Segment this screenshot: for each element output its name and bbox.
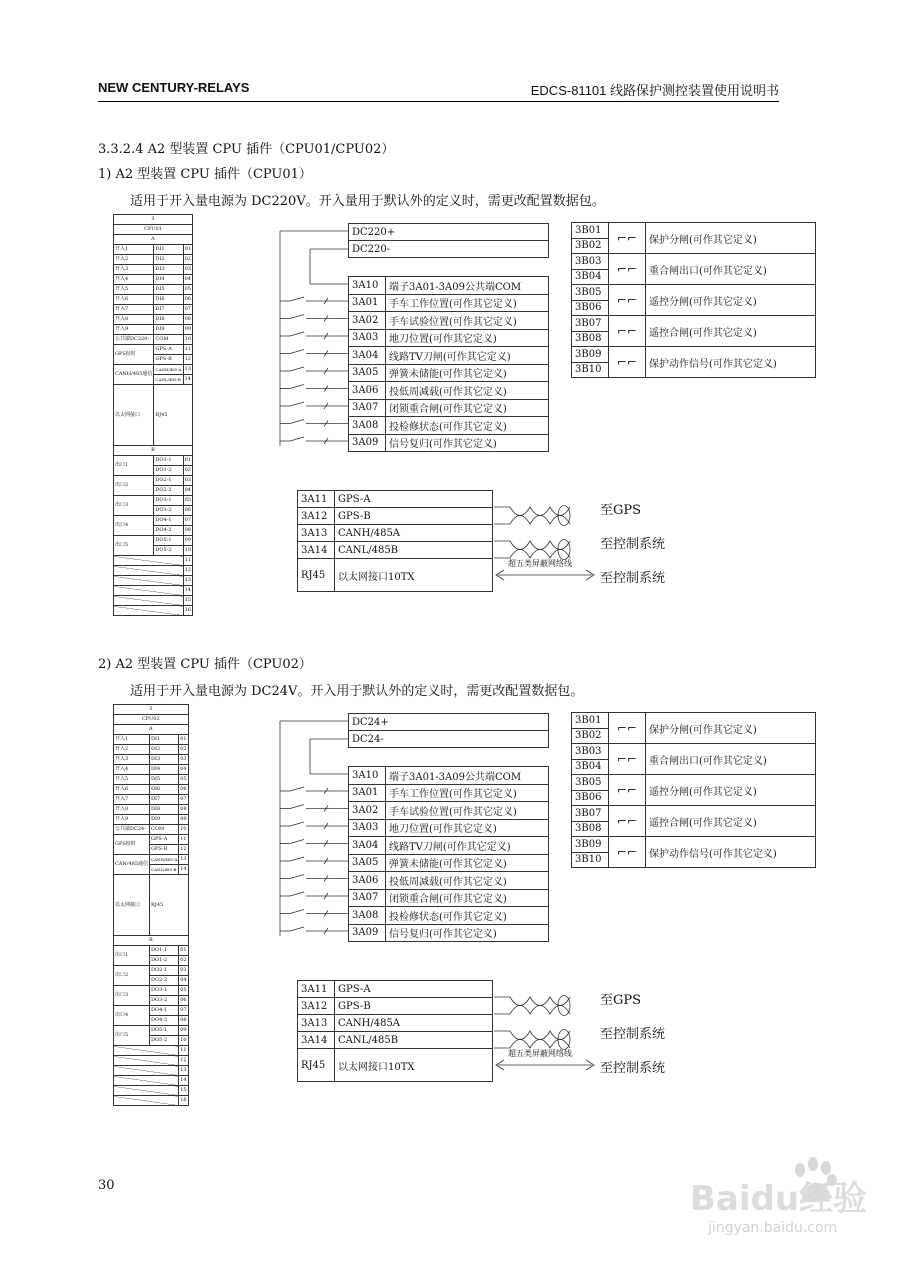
terminal-row: DO3-2 06 xyxy=(114,996,189,1006)
input-row: 3A06 投低周减载(可作其它定义) xyxy=(349,872,549,890)
plugin-name: CPU01 xyxy=(114,225,193,235)
wiring-diagram xyxy=(270,210,600,600)
terminal-row: 开入8 DI8 08 xyxy=(114,805,189,815)
terminal-row: DO5-2 10 xyxy=(114,1036,189,1046)
input-row: 3A04 线路TV刀闸(可作其它定义) xyxy=(349,837,549,855)
spare-row: 11 xyxy=(114,556,193,566)
terminal-row: DO2-2 04 xyxy=(114,976,189,986)
terminal-row: 出口5 DO5-1 09 xyxy=(114,1026,189,1036)
spare-row: 12 xyxy=(114,1056,189,1066)
terminal-row: 开入3 DI3 03 xyxy=(114,265,193,275)
terminal-row: DO5-2 10 xyxy=(114,546,193,556)
spare-row: 16 xyxy=(114,1096,189,1106)
terminal-table: 3 CPU02 A 开入1 DI1 01 开入2 DI2 02 开入3 DI3 03 开入4 DI4 04 开入5 DI5 05 开入6 DI6 06 开入7 DI7 07 开入8 DI8 08 开入9 DI9 09 公共端DC24- COM 10 GPS校时 GPS-A 11 GPS-B 12 CAN/485通信 CANH/485-A 13 CANL/485-B 14 以太网接口 RJ45 B 出口1 DO1-1 01 DO1-2 02 出口2 DO2-1 03 DO2-2 04 出口3 DO3-1 05 DO3-2 06 出口4 DO4-1 07 DO4-2 08 出口5 DO5-1 09 DO5-2 10 11 12 13 14 15 16 xyxy=(113,704,189,1106)
terminal-row: 开入9 DI9 09 xyxy=(114,815,189,825)
terminal-row: 开入4 DI4 04 xyxy=(114,275,193,285)
terminal-row: 开入8 DI8 08 xyxy=(114,315,193,325)
spare-row: 11 xyxy=(114,1046,189,1056)
spare-row: 13 xyxy=(114,1066,189,1076)
terminal-row: 开入1 DI1 01 xyxy=(114,245,193,255)
comm-row: 3A11 GPS-A xyxy=(298,491,493,508)
output-row: 3B08 xyxy=(572,821,816,837)
terminal-row: DO4-2 08 xyxy=(114,526,193,536)
terminal-row: 出口2 DO2-1 03 xyxy=(114,966,189,976)
terminal-row: 出口1 DO1-1 01 xyxy=(114,456,193,466)
slot-number: 3 xyxy=(114,705,189,715)
input-row: 3A01 手车工作位置(可作其它定义) xyxy=(349,294,549,312)
cable-label: 超五类屏蔽网络线 xyxy=(508,559,572,568)
terminal-table: 3 CPU01 A 开入1 DI1 01 开入2 DI2 02 开入3 DI3 03 开入4 DI4 04 开入5 DI5 05 开入6 DI6 06 开入7 DI7 07 开入8 DI8 08 开入9 DI9 09 公共端DC220- COM 10 GPS校时 GPS-A 11 GPS-B 12 CANH/485通信 CANH/485-A 13 CANL/485-B 14 以太网接口 RJ45 B 出口1 DO1-1 01 DO1-2 02 出口2 DO2-1 03 DO2-2 04 出口3 DO3-1 05 DO3-2 06 出口4 DO4-1 07 DO4-2 08 出口5 DO5-1 09 DO5-2 10 11 12 13 14 15 16 xyxy=(113,214,193,616)
input-row: 3A02 手车试验位置(可作其它定义) xyxy=(349,802,549,820)
row-b-label: B xyxy=(114,446,193,456)
output-row: 3B09 ⌐⌐ 保护动作信号(可作其它定义) xyxy=(572,347,816,363)
input-row: 3A05 弹簧未储能(可作其它定义) xyxy=(349,854,549,872)
output-row: 3B04 xyxy=(572,759,816,775)
terminal-row: 开入1 DI1 01 xyxy=(114,735,189,745)
section-title: 3.3.2.4 A2 型装置 CPU 插件（CPU01/CPU02） xyxy=(98,142,395,157)
output-row: 3B02 xyxy=(572,238,816,254)
output-row: 3B03 ⌐⌐ 重合闸出口(可作其它定义) xyxy=(572,254,816,270)
power-rail: DC220- xyxy=(349,241,549,258)
terminal-row: 开入7 DI7 07 xyxy=(114,305,193,315)
output-row: 3B07 ⌐⌐ 遥控合闸(可作其它定义) xyxy=(572,806,816,822)
can-label: CANH/485通信 xyxy=(114,365,154,385)
input-row: 3A08 投检修状态(可作其它定义) xyxy=(349,907,549,925)
terminal-row: 开入7 DI7 07 xyxy=(114,795,189,805)
output-row: 3B05 ⌐⌐ 遥控分闸(可作其它定义) xyxy=(572,285,816,301)
comm-row: 3A13 CANH/485A xyxy=(298,1015,493,1032)
terminal-row: 开入5 DI5 05 xyxy=(114,285,193,295)
power-rail: DC24+ xyxy=(349,714,549,731)
slot-number: 3 xyxy=(114,215,193,225)
terminal-row: 开入3 DI3 03 xyxy=(114,755,189,765)
terminal-row: 出口4 DO4-1 07 xyxy=(114,516,193,526)
terminal-row: 出口5 DO5-1 09 xyxy=(114,536,193,546)
item-heading: 2) A2 型装置 CPU 插件（CPU02） xyxy=(98,657,312,672)
input-row: 3A03 地刀位置(可作其它定义) xyxy=(349,819,549,837)
power-rail: DC24- xyxy=(349,731,549,748)
input-row: 3A05 弹簧未储能(可作其它定义) xyxy=(349,364,549,382)
terminal-row: 开入2 DI2 02 xyxy=(114,745,189,755)
input-row: 3A07 闭锁重合闸(可作其它定义) xyxy=(349,889,549,907)
terminal-row: DO2-2 04 xyxy=(114,486,193,496)
header-manual-title: EDCS-81101 线路保护测控装置使用说明书 xyxy=(530,83,779,98)
page-number: 30 xyxy=(98,1178,115,1193)
terminal-row: 出口4 DO4-1 07 xyxy=(114,1006,189,1016)
header-divider xyxy=(98,101,779,102)
item-heading: 1) A2 型装置 CPU 插件（CPU01） xyxy=(98,167,312,182)
spare-row: 12 xyxy=(114,566,193,576)
output-table xyxy=(571,222,816,378)
comm-row: 3A12 GPS-B xyxy=(298,998,493,1015)
gps-label: GPS校时 xyxy=(114,345,154,365)
output-row: 3B10 xyxy=(572,852,816,868)
terminal-row: DO4-2 08 xyxy=(114,1016,189,1026)
output-row: 3B08 xyxy=(572,331,816,347)
terminal-row: 开入5 DI5 05 xyxy=(114,775,189,785)
output-table xyxy=(571,712,816,868)
spare-row: 16 xyxy=(114,606,193,616)
eth-label: 以太网接口 xyxy=(114,875,150,936)
terminal-row: 出口3 DO3-1 05 xyxy=(114,496,193,506)
spare-row: 15 xyxy=(114,596,193,606)
wiring-diagram xyxy=(270,700,600,1090)
terminal-row: 公共端DC220- COM 10 xyxy=(114,335,193,345)
dest-gps: 至GPS xyxy=(600,503,642,518)
comm-row: RJ45 以太网接口10TX xyxy=(298,559,493,592)
terminal-row: 公共端DC24- COM 10 xyxy=(114,825,189,835)
comm-row: 3A12 GPS-B xyxy=(298,508,493,525)
input-row: 3A04 线路TV刀闸(可作其它定义) xyxy=(349,347,549,365)
terminal-row: DO3-2 06 xyxy=(114,506,193,516)
terminal-row: 开入2 DI2 02 xyxy=(114,255,193,265)
plugin-name: CPU02 xyxy=(114,715,189,725)
dest-control-system: 至控制系统 xyxy=(600,571,666,586)
terminal-row: DO1-2 02 xyxy=(114,956,189,966)
input-row: 3A07 闭锁重合闸(可作其它定义) xyxy=(349,399,549,417)
watermark-brand: Baidu经验 xyxy=(690,1179,868,1219)
output-row: 3B04 xyxy=(572,269,816,285)
output-row: 3B09 ⌐⌐ 保护动作信号(可作其它定义) xyxy=(572,837,816,853)
terminal-row: 开入4 DI4 04 xyxy=(114,765,189,775)
baidu-watermark xyxy=(680,1148,870,1238)
output-row: 3B07 ⌐⌐ 遥控合闸(可作其它定义) xyxy=(572,316,816,332)
row-a-label: A xyxy=(114,235,193,245)
input-row: 3A06 投低周减载(可作其它定义) xyxy=(349,382,549,400)
terminal-row: 出口2 DO2-1 03 xyxy=(114,476,193,486)
terminal-row: DO1-2 02 xyxy=(114,466,193,476)
terminal-row: 出口3 DO3-1 05 xyxy=(114,986,189,996)
input-row: 3A10 端子3A01-3A09公共端COM xyxy=(349,767,549,785)
output-row: 3B01 ⌐⌐ 保护分闸(可作其它定义) xyxy=(572,713,816,729)
input-row: 3A09 信号复归(可作其它定义) xyxy=(349,924,549,942)
dest-control-system: 至控制系统 xyxy=(600,1027,666,1042)
row-a-label: A xyxy=(114,725,189,735)
comm-row: 3A14 CANL/485B xyxy=(298,542,493,559)
item-description: 适用于开入量电源为 DC220V。开入量用于默认外的定义时，需更改配置数据包。 xyxy=(130,194,605,209)
row-b-label: B xyxy=(114,936,189,946)
output-row: 3B10 xyxy=(572,362,816,378)
spare-row: 13 xyxy=(114,576,193,586)
watermark-url: jingyan.baidu.com xyxy=(708,1220,838,1236)
eth-label: 以太网接口 xyxy=(114,385,154,446)
output-row: 3B03 ⌐⌐ 重合闸出口(可作其它定义) xyxy=(572,744,816,760)
power-rail: DC220+ xyxy=(349,224,549,241)
input-row: 3A10 端子3A01-3A09公共端COM xyxy=(349,277,549,295)
comm-row: RJ45 以太网接口10TX xyxy=(298,1049,493,1082)
terminal-row: 开入9 DI9 09 xyxy=(114,325,193,335)
terminal-row: 开入6 DI6 06 xyxy=(114,785,189,795)
input-row: 3A02 手车试验位置(可作其它定义) xyxy=(349,312,549,330)
input-row: 3A08 投检修状态(可作其它定义) xyxy=(349,417,549,435)
spare-row: 14 xyxy=(114,586,193,596)
comm-row: 3A11 GPS-A xyxy=(298,981,493,998)
output-row: 3B02 xyxy=(572,728,816,744)
comm-row: 3A13 CANH/485A xyxy=(298,525,493,542)
gps-label: GPS校时 xyxy=(114,835,150,855)
cable-label: 超五类屏蔽网络线 xyxy=(508,1049,572,1058)
dest-gps: 至GPS xyxy=(600,993,642,1008)
terminal-row: 出口1 DO1-1 01 xyxy=(114,946,189,956)
terminal-row: 开入6 DI6 06 xyxy=(114,295,193,305)
output-row: 3B06 xyxy=(572,790,816,806)
output-row: 3B05 ⌐⌐ 遥控分闸(可作其它定义) xyxy=(572,775,816,791)
comm-row: 3A14 CANL/485B xyxy=(298,1032,493,1049)
dest-control-system: 至控制系统 xyxy=(600,1061,666,1076)
header-brand: NEW CENTURY-RELAYS xyxy=(98,80,250,95)
output-row: 3B01 ⌐⌐ 保护分闸(可作其它定义) xyxy=(572,223,816,239)
dest-control-system: 至控制系统 xyxy=(600,537,666,552)
input-row: 3A03 地刀位置(可作其它定义) xyxy=(349,329,549,347)
can-label: CAN/485通信 xyxy=(114,855,150,875)
input-row: 3A09 信号复归(可作其它定义) xyxy=(349,434,549,452)
input-row: 3A01 手车工作位置(可作其它定义) xyxy=(349,784,549,802)
spare-row: 14 xyxy=(114,1076,189,1086)
item-description: 适用于开入量电源为 DC24V。开入用于默认外的定义时，需更改配置数据包。 xyxy=(130,684,584,699)
output-row: 3B06 xyxy=(572,300,816,316)
spare-row: 15 xyxy=(114,1086,189,1096)
